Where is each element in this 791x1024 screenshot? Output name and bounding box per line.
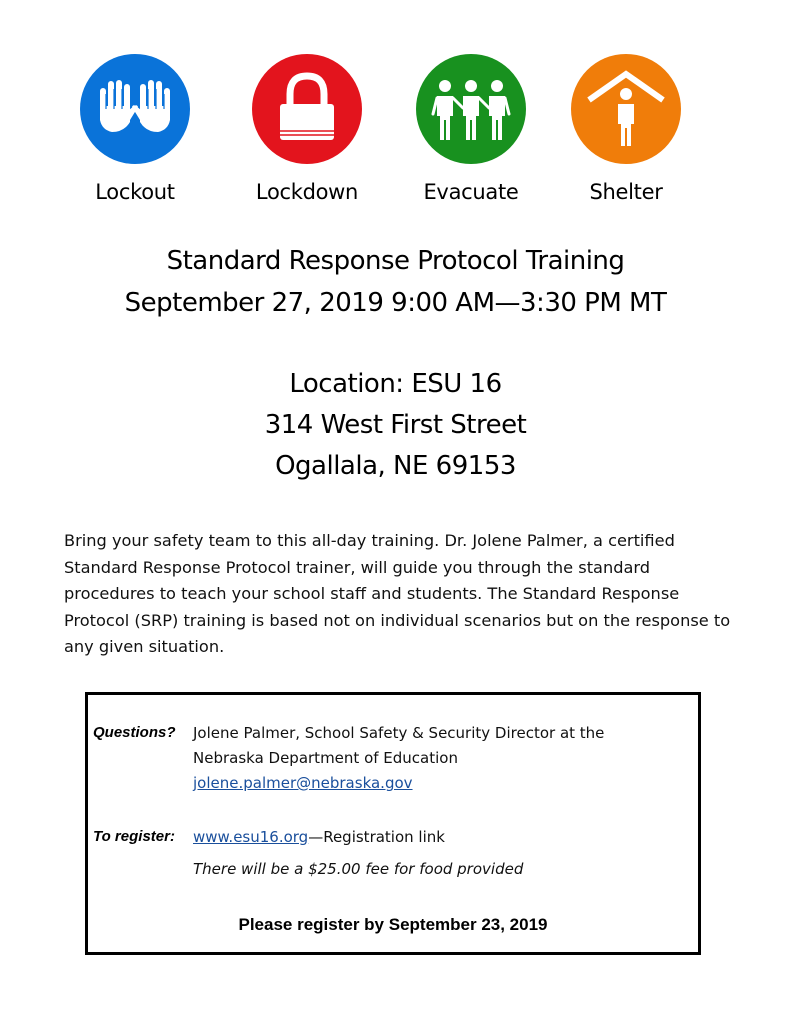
training-title: Standard Response Protocol Training [166,246,625,276]
contact-line-2: Nebraska Department of Education [193,749,458,767]
training-datetime: September 27, 2019 9:00 AM—3:30 PM MT [124,288,667,318]
register-label: To register: [93,828,175,845]
group-of-people-icon [416,54,526,164]
register-line [193,828,445,846]
lockout-label: Lockout [95,180,175,204]
protocol-shelter [546,54,706,204]
protocol-lockout [55,54,215,204]
register-link[interactable]: www.esu16.org [193,828,309,846]
protocol-icons-row [0,54,791,214]
protocol-lockdown [227,54,387,204]
contact-email-link[interactable]: jolene.palmer@nebraska.gov [193,774,413,792]
fee-note: There will be a $25.00 fee for food provided [193,860,524,878]
register-deadline: Please register by September 23, 2019 [238,915,548,934]
evacuate-label: Evacuate [423,180,519,204]
shelter-label: Shelter [589,180,663,204]
register-suffix: —Registration link [308,828,445,846]
location-name: Location: ESU 16 [289,369,502,399]
questions-label: Questions? [93,724,176,741]
protocol-evacuate [391,54,551,204]
intro-paragraph: Bring your safety team to this all-day training. Dr. Jolene Palmer, a certified Standard Response Protocol trainer, will guide you through the standard procedures to teach your school staff and students. The Standard Response Protocol (SRP) training is based not on individual scenarios but on the response to any given situation. [64,531,731,656]
padlock-icon [252,54,362,164]
contact-info-box [85,692,701,955]
person-under-roof-icon [571,54,681,164]
location-city: Ogallala, NE 69153 [275,451,516,481]
location-street: 314 West First Street [264,410,527,440]
event-title [0,240,791,324]
raised-hands-icon [80,54,190,164]
lockdown-label: Lockdown [255,180,359,204]
event-location [0,364,791,487]
contact-line-1: Jolene Palmer, School Safety & Security Director at the [193,724,605,742]
